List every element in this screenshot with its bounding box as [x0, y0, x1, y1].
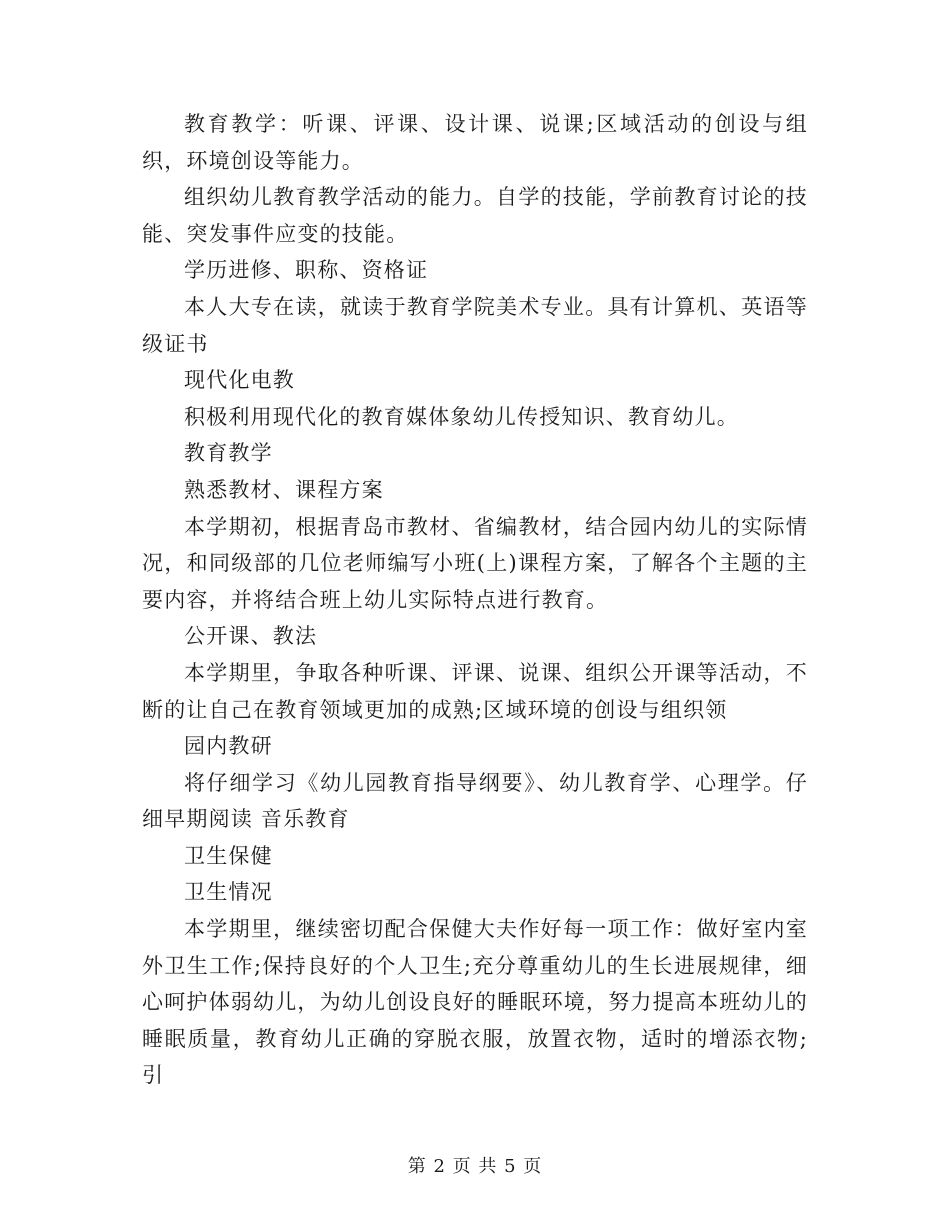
page-number-footer: 第 2 页 共 5 页 [407, 1156, 543, 1177]
paragraph-modern-media: 积极利用现代化的教育媒体象幼儿传授知识、教育幼儿。 [184, 404, 739, 429]
heading-textbooks-curriculum: 熟悉教材、课程方案 [184, 477, 384, 502]
paragraph-curriculum-plan: 本学期初，根据青岛市教材、省编教材，结合园内幼儿的实际情况，和同级部的几位老师编写小班(上)课程方案，了解各个主题的主要内容，并将结合班上幼儿实际特点进行教育。 [142, 514, 808, 612]
paragraph-teaching-skills: 教育教学：听课、评课、设计课、说课;区域活动的创设与组织，环境创设等能力。 [142, 112, 808, 173]
heading-education-teaching: 教育教学 [184, 441, 273, 466]
heading-health-care: 卫生保健 [184, 843, 273, 868]
heading-hygiene: 卫生情况 [184, 880, 273, 905]
document-body [142, 106, 808, 1094]
paragraph-education-status: 本人大专在读，就读于教育学院美术专业。具有计算机、英语等级证书 [142, 294, 808, 356]
heading-research: 园内教研 [184, 734, 273, 759]
heading-open-class: 公开课、教法 [184, 624, 318, 649]
heading-education-credentials: 学历进修、职称、资格证 [184, 258, 429, 283]
paragraph-hygiene: 本学期里，继续密切配合保健大夫作好每一项工作：做好室内室外卫生工作;保持良好的个人卫生;充分尊重幼儿的生长进展规律，细心呵护体弱幼儿，为幼儿创设良好的睡眠环境，努力提高本班幼儿的睡眠质量，教育幼儿正确的穿脱衣服，放置衣物，适时的增添衣物;引 [142, 917, 808, 1088]
paragraph-organizing-ability: 组织幼儿教育教学活动的能力。自学的技能，学前教育讨论的技能、突发事件应变的技能。 [142, 185, 808, 246]
paragraph-research: 将仔细学习《幼儿园教育指导纲要》、幼儿教育学、心理学。仔细早期阅读 音乐教育 [142, 770, 808, 832]
heading-modern-media: 现代化电教 [184, 368, 295, 393]
paragraph-open-class: 本学期里，争取各种听课、评课、说课、组织公开课等活动，不断的让自己在教育领域更加的成熟;区域环境的创设与组织领 [142, 660, 808, 722]
